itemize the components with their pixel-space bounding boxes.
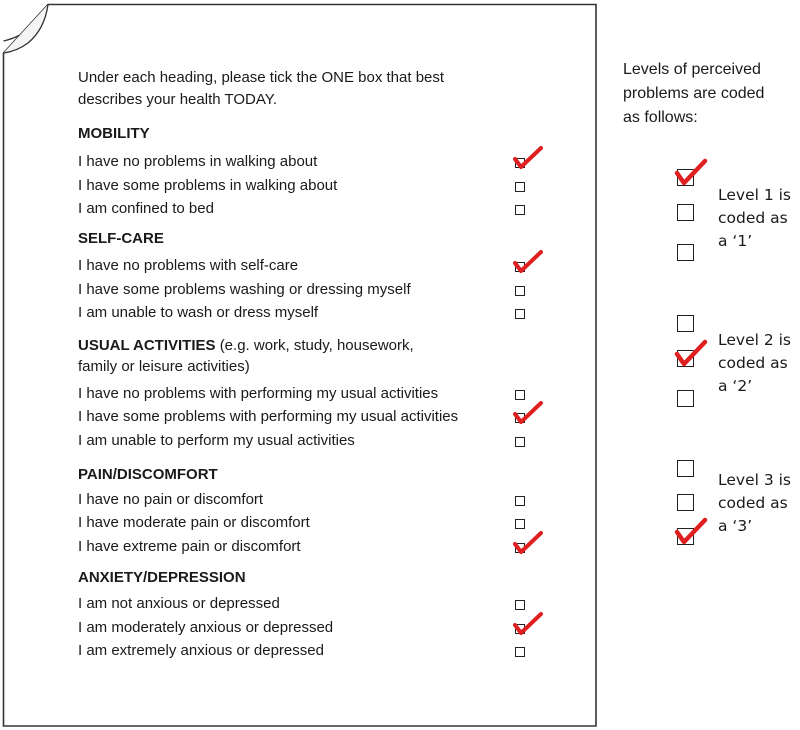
anxiety-option-1: I am not anxious or depressed bbox=[78, 595, 280, 612]
self-care-option-2: I have some problems washing or dressing myself bbox=[78, 281, 411, 298]
level-1-box-3 bbox=[677, 244, 694, 261]
level-2-box-3 bbox=[677, 390, 694, 407]
legend-intro-line-3: as follows: bbox=[623, 109, 698, 126]
usual-activities-title: USUAL ACTIVITIES bbox=[78, 337, 216, 354]
mobility-option-3: I am confined to bed bbox=[78, 200, 214, 217]
level-2-label-line-2: coded as bbox=[718, 354, 788, 372]
mobility-checkbox-2[interactable] bbox=[515, 182, 525, 192]
anxiety-checkbox-3[interactable] bbox=[515, 647, 525, 657]
usual-activities-checkbox-3[interactable] bbox=[515, 437, 525, 447]
usual-activities-note-line-2: family or leisure activities) bbox=[78, 358, 250, 375]
level-2-box-1 bbox=[677, 315, 694, 332]
instructions-line-1: Under each heading, please tick the ONE box that best bbox=[78, 69, 445, 86]
level-3-box-2 bbox=[677, 494, 694, 511]
anxiety-check-mark-icon bbox=[512, 612, 544, 638]
level-2-check-mark-icon bbox=[674, 339, 708, 369]
self-care-check-mark-icon bbox=[512, 250, 544, 276]
level-2-label-line-1: Level 2 is bbox=[718, 331, 792, 349]
section-heading-anxiety-depression: ANXIETY/DEPRESSION bbox=[78, 569, 246, 586]
pain-check-mark-icon bbox=[512, 531, 544, 557]
anxiety-option-3: I am extremely anxious or depressed bbox=[78, 642, 324, 659]
self-care-option-1: I have no problems with self-care bbox=[78, 257, 299, 274]
legend-intro-line-1: Levels of perceived bbox=[623, 61, 761, 78]
section-heading-usual-activities bbox=[78, 337, 414, 355]
legend-intro-line-2: problems are coded bbox=[623, 85, 765, 102]
level-3-check-mark-icon bbox=[674, 517, 708, 547]
level-1-label-line-2: coded as bbox=[718, 209, 788, 227]
usual-activities-check-mark-icon bbox=[512, 401, 544, 427]
section-heading-mobility: MOBILITY bbox=[78, 125, 150, 142]
mobility-option-2: I have some problems in walking about bbox=[78, 177, 338, 194]
level-3-box-1 bbox=[677, 460, 694, 477]
level-2-label-line-3: a ‘2’ bbox=[718, 377, 753, 395]
self-care-checkbox-3[interactable] bbox=[515, 309, 525, 319]
anxiety-option-2: I am moderately anxious or depressed bbox=[78, 619, 334, 636]
mobility-option-1: I have no problems in walking about bbox=[78, 153, 318, 170]
usual-activities-option-1: I have no problems with performing my usual activities bbox=[78, 385, 439, 402]
level-1-label-line-3: a ‘1’ bbox=[718, 232, 753, 250]
instructions-line-2: describes your health TODAY. bbox=[78, 91, 277, 108]
pain-checkbox-2[interactable] bbox=[515, 519, 525, 529]
self-care-option-3: I am unable to wash or dress myself bbox=[78, 304, 319, 321]
mobility-check-mark-icon bbox=[512, 146, 544, 172]
level-3-label-line-2: coded as bbox=[718, 494, 788, 512]
usual-activities-option-3: I am unable to perform my usual activities bbox=[78, 432, 355, 449]
section-heading-self-care: SELF-CARE bbox=[78, 230, 164, 247]
level-3-label-line-3: a ‘3’ bbox=[718, 517, 753, 535]
mobility-checkbox-3[interactable] bbox=[515, 205, 525, 215]
usual-activities-checkbox-1[interactable] bbox=[515, 390, 525, 400]
pain-checkbox-1[interactable] bbox=[515, 496, 525, 506]
pain-option-1: I have no pain or discomfort bbox=[78, 491, 264, 508]
anxiety-checkbox-1[interactable] bbox=[515, 600, 525, 610]
pain-option-2: I have moderate pain or discomfort bbox=[78, 514, 310, 531]
questionnaire-paper bbox=[2, 3, 597, 727]
level-1-box-2 bbox=[677, 204, 694, 221]
usual-activities-note: (e.g. work, study, housework, bbox=[219, 337, 414, 354]
level-3-label-line-1: Level 3 is bbox=[718, 471, 792, 489]
section-heading-pain-discomfort: PAIN/DISCOMFORT bbox=[78, 466, 218, 483]
self-care-checkbox-2[interactable] bbox=[515, 286, 525, 296]
pain-option-3: I have extreme pain or discomfort bbox=[78, 538, 301, 555]
usual-activities-option-2: I have some problems with performing my usual activities bbox=[78, 408, 459, 425]
level-1-check-mark-icon bbox=[674, 158, 708, 188]
level-1-label-line-1: Level 1 is bbox=[718, 186, 792, 204]
